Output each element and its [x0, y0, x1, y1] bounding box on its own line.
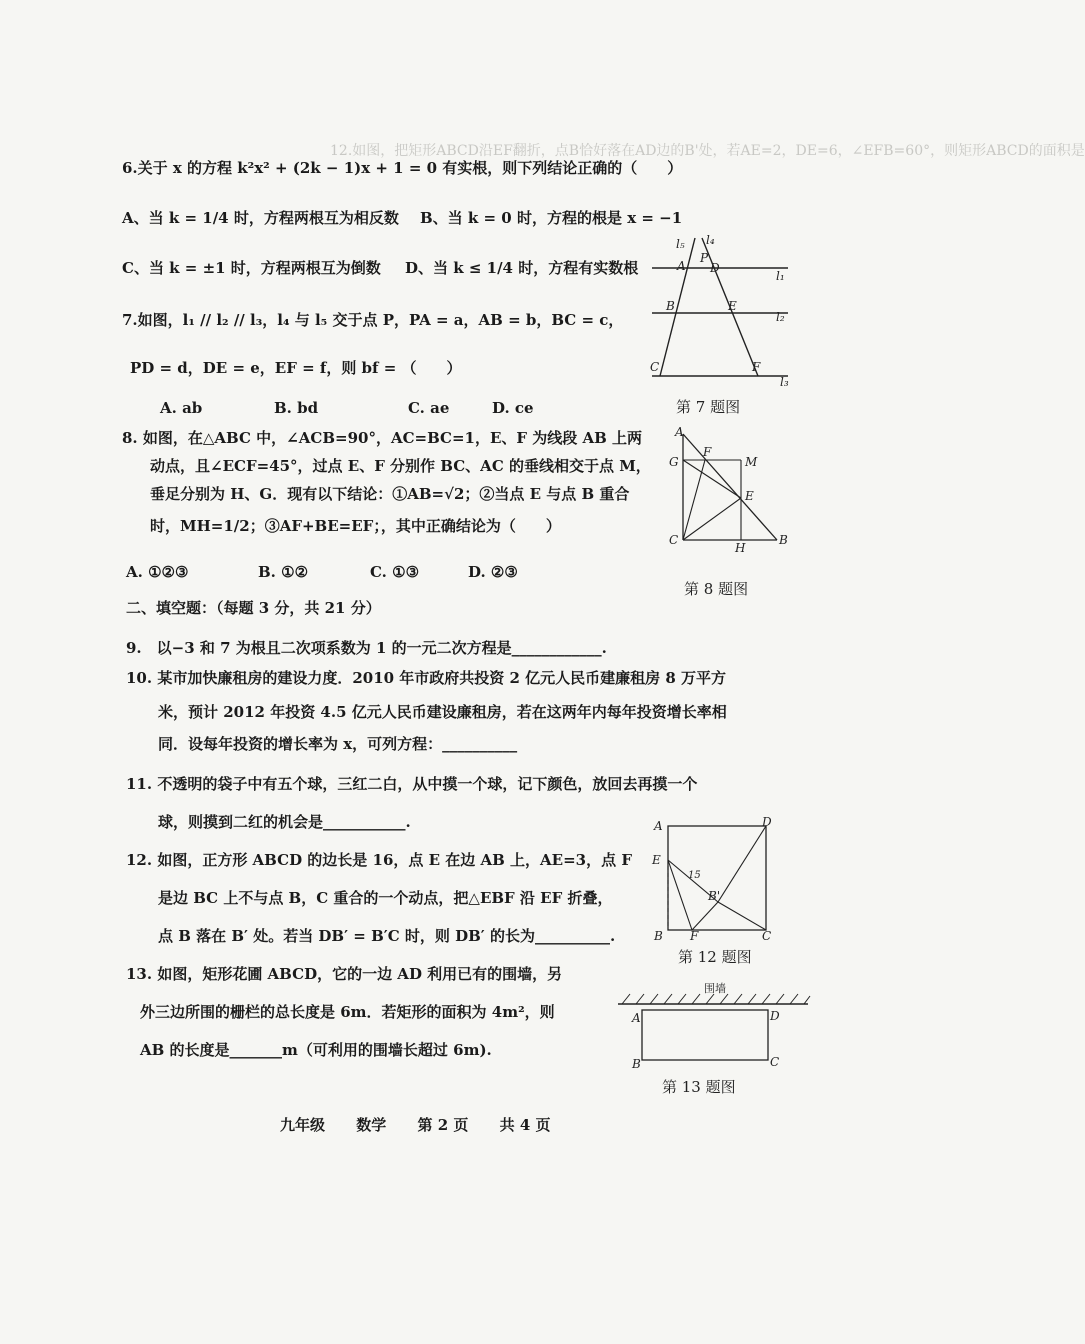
q8-line3: 垂足分别为 H、G．现有以下结论：①AB=√2；②当点 E 与点 B 重合 — [150, 485, 630, 503]
q11-line1: 11. 不透明的袋子中有五个球，三红二白，从中摸一个球，记下颜色，放回去再摸一个 — [126, 775, 698, 793]
q12-line1: 12. 如图，正方形 ABCD 的边长是 16，点 E 在边 AB 上，AE=3，点 F — [126, 851, 632, 869]
q7-option-c: C. ae — [408, 399, 450, 417]
q11-line2: 球，则摸到二红的机会是___________. — [158, 813, 411, 831]
fig12-label-B: B — [654, 929, 663, 943]
fig8-label-C: C — [669, 533, 679, 547]
q8-option-c: C. ①③ — [370, 563, 420, 581]
fig7-label-l1: l₁ — [776, 269, 785, 283]
fig7-label-l5: l₅ — [676, 237, 685, 251]
fig8-label-E: E — [745, 489, 754, 503]
section-2-heading: 二、填空题：（每题 3 分，共 21 分） — [126, 599, 381, 617]
fig13-label-D: D — [770, 1009, 780, 1023]
fig13-label-A: A — [632, 1011, 641, 1025]
q13-line3: AB 的长度是_______m（可利用的围墙长超过 6m). — [140, 1041, 492, 1059]
fig12-label-Bprime: B' — [708, 889, 721, 903]
fig7-label-C: C — [650, 360, 660, 374]
q13-line2: 外三边所围的栅栏的总长度是 6m．若矩形的面积为 4m²，则 — [140, 1003, 555, 1021]
q10-line2: 米，预计 2012 年投资 4.5 亿元人民币建设廉租房，若在这两年内每年投资增长率相 — [158, 703, 727, 721]
fig7-label-B: B — [666, 299, 675, 313]
figure-13 — [612, 980, 812, 1075]
fig8-label-F: F — [703, 445, 712, 459]
q6-stem: 6.关于 x 的方程 k²x² + (2k − 1)x + 1 = 0 有实根，则下列结论正确的（ ） — [122, 159, 683, 177]
fig7-label-P: P — [700, 251, 709, 265]
figure-8-caption: 第 8 题图 — [684, 580, 749, 598]
figure-7 — [640, 228, 800, 393]
figure-12-caption: 第 12 题图 — [678, 948, 752, 966]
fig13-wall-label: 围墙 — [704, 982, 726, 995]
q12-line3: 点 B 落在 B′ 处。若当 DB′ = B′C 时，则 DB′ 的长为__________. — [158, 927, 616, 945]
fig7-label-F: F — [752, 360, 761, 374]
figure-7-caption: 第 7 题图 — [676, 398, 741, 416]
fig12-label-F: F — [690, 929, 699, 943]
figure-12 — [650, 816, 780, 944]
fig12-label-C: C — [762, 929, 772, 943]
fig7-label-l4: l₄ — [706, 233, 715, 247]
q7-option-a: A. ab — [160, 399, 203, 417]
q8-option-d: D. ②③ — [468, 563, 518, 581]
q10-line1: 10. 某市加快廉租房的建设力度．2010 年市政府共投资 2 亿元人民币建廉租房 8 万平方 — [126, 669, 727, 687]
q6-option-a: A、当 k = 1/4 时，方程两根互为相反数 — [122, 209, 399, 227]
page-footer — [280, 1114, 577, 1135]
footer-subject: 数学 — [356, 1116, 387, 1134]
q8-line2: 动点，且∠ECF=45°，过点 E、F 分别作 BC、AC 的垂线相交于点 M， — [150, 457, 651, 475]
fig8-label-G: G — [669, 455, 679, 469]
fig12-label-D: D — [762, 815, 772, 829]
fig13-label-B: B — [632, 1057, 641, 1071]
q12-line2: 是边 BC 上不与点 B，C 重合的一个动点，把△EBF 沿 EF 折叠， — [158, 889, 613, 907]
fig8-label-B: B — [779, 533, 788, 547]
footer-grade: 九年级 — [280, 1116, 326, 1134]
fig7-label-l3: l₃ — [780, 375, 789, 389]
q7-line2: PD = d，DE = e，EF = f，则 bf = （ ） — [130, 359, 462, 377]
q6-option-b: B、当 k = 0 时，方程的根是 x = −1 — [420, 209, 683, 227]
fig8-label-H: H — [735, 541, 746, 555]
q8-line4: 时，MH=1/2；③AF+BE=EF；，其中正确结论为（ ） — [150, 517, 561, 535]
q9: 9. 以−3 和 7 为根且二次项系数为 1 的一元二次方程是____________. — [126, 639, 607, 657]
q13-line1: 13. 如图，矩形花圃 ABCD，它的一边 AD 利用已有的围墙，另 — [126, 965, 563, 983]
footer-page: 第 2 页 — [417, 1116, 469, 1134]
fig13-label-C: C — [770, 1055, 780, 1069]
fig7-label-D: D — [710, 261, 720, 275]
q8-option-a: A. ①②③ — [126, 563, 189, 581]
q7-stem: 7.如图，l₁ // l₂ // l₃，l₄ 与 l₅ 交于点 P，PA = a，AB = b，BC = c， — [122, 311, 624, 329]
fig7-label-A: A — [677, 259, 686, 273]
figure-8 — [665, 422, 795, 557]
fig8-label-M: M — [745, 455, 758, 469]
fig12-label-E: E — [652, 853, 661, 867]
q10-line3: 同．设每年投资的增长率为 x，可列方程：__________ — [158, 735, 518, 753]
q8-option-b: B. ①② — [258, 563, 309, 581]
q6-option-c: C、当 k = ±1 时，方程两根互为倒数 — [122, 259, 381, 277]
fig7-label-l2: l₂ — [776, 310, 785, 324]
q6-option-d: D、当 k ≤ 1/4 时，方程有实数根 — [405, 259, 639, 277]
fig12-label-A: A — [654, 819, 663, 833]
footer-total: 共 4 页 — [499, 1116, 551, 1134]
figure-13-caption: 第 13 题图 — [662, 1078, 736, 1096]
fig8-label-A: A — [675, 425, 684, 439]
q8-line1: 8. 如图，在△ABC 中，∠ACB=90°，AC=BC=1，E、F 为线段 AB 上两 — [122, 429, 643, 447]
fig12-label-15: 15 — [688, 870, 701, 881]
bleed-through-text: 12.如图，把矩形ABCD沿EF翻折，点B恰好落在AD边的B'处，若AE=2，DE=6，∠EFB=60°，则矩形ABCD的面积是 — [330, 143, 1085, 159]
q7-option-d: D. ce — [492, 399, 534, 417]
q7-option-b: B. bd — [274, 399, 319, 417]
fig7-label-E: E — [728, 299, 737, 313]
